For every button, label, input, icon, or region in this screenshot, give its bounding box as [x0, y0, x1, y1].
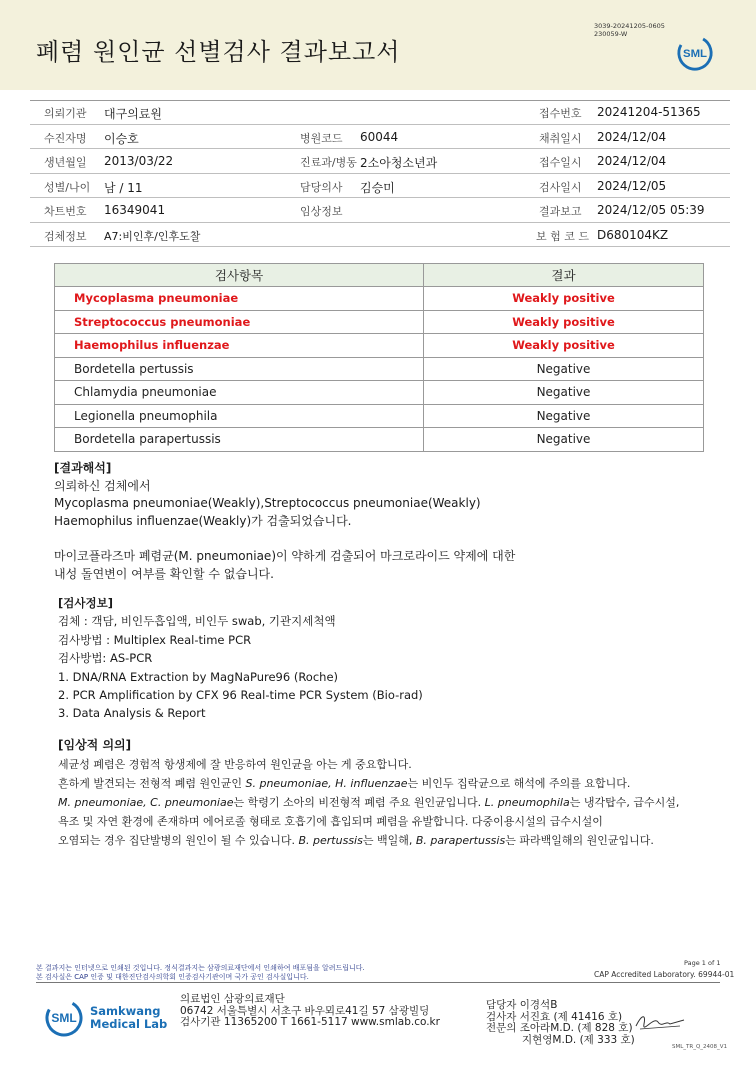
ward-code-label: 병원코드 [300, 131, 343, 145]
info-row [30, 149, 730, 174]
staff-line: 지현영M.D. (제 333 호) [522, 1033, 635, 1046]
clinical-label: 임상정보 [300, 205, 343, 218]
organism-name: L. pneumophila [484, 796, 570, 809]
clinical-text: 흔하게 발견되는 전형적 폐렴 원인균인 [58, 777, 246, 790]
patient-label: 수진자명 [44, 131, 87, 145]
clinical-line [58, 774, 738, 793]
report-date-label: 결과보고 [539, 205, 582, 218]
clinical-text: 는 학령기 소아의 비전형적 폐렴 주요 원인균입니다. [233, 796, 485, 809]
lab-name-line: Samkwang [90, 1004, 161, 1018]
insurance-label: 보 험 코 드 [536, 229, 589, 243]
test-result: Negative [424, 381, 704, 405]
collect-date-label: 채취일시 [539, 131, 582, 145]
organism-name: B. parapertussis [415, 834, 506, 847]
report-date-value: 2024/12/05 05:39 [597, 203, 705, 217]
test-result: Weakly positive [424, 287, 704, 311]
test-info-line: 검사방법 : Multiplex Real-time PCR [58, 632, 252, 647]
address-line: 06742 서울특별시 서초구 바우뫼로41길 57 삼광빌딩 [180, 1004, 430, 1017]
report-title: 폐렴 원인균 선별검사 결과보고서 [36, 38, 401, 66]
sml-logo [676, 34, 714, 72]
interpretation-line: Haemophilus influenzae(Weakly)가 검출되었습니다. [54, 513, 352, 528]
test-item: Haemophilus influenzae [55, 334, 424, 358]
test-result: Negative [424, 404, 704, 428]
lab-name-line: Medical Lab [90, 1017, 168, 1031]
test-date-value: 2024/12/05 [597, 178, 667, 193]
test-info-line: 1. DNA/RNA Extraction by MagNaPure96 (Roche) [58, 669, 339, 684]
staff-line: 담당자 이경석B [486, 999, 558, 1011]
test-result: Negative [424, 428, 704, 452]
sml-logo-bottom [44, 998, 84, 1038]
organism-name: S. pneumoniae, H. influenzae [245, 777, 408, 790]
info-row [30, 198, 730, 223]
receipt-no-label: 접수번호 [539, 107, 582, 120]
test-info-line: 검체 : 객담, 비인두흡입액, 비인두 swab, 기관지세척액 [58, 614, 336, 629]
dob-label: 생년월일 [44, 156, 87, 169]
ward-code-value: 60044 [360, 129, 399, 144]
doc-ref-line: 230059-W [594, 30, 628, 38]
clinical-significance-heading: [임상적 의의] [58, 738, 132, 752]
results-table [54, 263, 704, 452]
test-info-line: 2. PCR Amplification by CFX 96 Real-time PCR System (Bio-rad) [58, 688, 423, 703]
info-row [30, 125, 730, 150]
patient-value: 이승호 [104, 131, 139, 146]
sex-age-label: 성별/나이 [44, 180, 91, 194]
clinical-text: 는 파라백일해의 원인균입니다. [505, 834, 654, 847]
test-item: Chlamydia pneumoniae [55, 381, 424, 405]
chart-no-label: 차트번호 [44, 205, 87, 218]
clinical-line: 욕조 및 자연 환경에 존재하며 에어로졸 형태로 호흡기에 흡입되며 폐렴을 유발합니다. 다중이용시설의 급수시설이 [58, 815, 603, 828]
test-result: Weakly positive [424, 334, 704, 358]
footer-divider [36, 982, 720, 983]
table-row [55, 381, 704, 405]
receipt-no-value: 20241204-51365 [597, 105, 701, 119]
interpretation-section [54, 460, 714, 583]
staff-line: 전문의 조아라M.D. (제 828 호) [486, 1022, 633, 1034]
organism-name: B. pertussis [298, 834, 363, 847]
sml-logo-text: SML [51, 1011, 77, 1025]
test-info-line: 검사방법: AS-PCR [58, 651, 153, 666]
test-info-section [58, 594, 718, 723]
info-row [30, 174, 730, 199]
footer-notice [36, 964, 536, 982]
institution-value: 대구의료원 [104, 107, 162, 121]
test-info-line: 3. Data Analysis & Report [58, 706, 206, 721]
results-header-row [55, 264, 704, 287]
test-item: Legionella pneumophila [55, 404, 424, 428]
table-row [55, 404, 704, 428]
info-row [30, 223, 730, 248]
staff-list [486, 1000, 635, 1046]
table-row [55, 287, 704, 311]
clinical-text: 는 백일해, [362, 834, 416, 847]
sml-logo-text: SML [682, 47, 708, 60]
table-row [55, 310, 704, 334]
test-item: Bordetella parapertussis [55, 428, 424, 452]
insurance-value: D680104KZ [597, 227, 669, 242]
interpretation-line: 마이코플라즈마 폐렴균(M. pneumoniae)이 약하게 검출되어 마크로라이드 약제에 대한 [54, 549, 516, 563]
test-date-label: 검사일시 [539, 180, 582, 194]
test-result: Weakly positive [424, 310, 704, 334]
interpretation-heading: [결과해석] [54, 461, 112, 475]
lab-address [180, 994, 440, 1029]
doctor-value: 김승미 [360, 180, 395, 195]
dept-label: 진료과/병동 [300, 156, 357, 169]
clinical-text: 오염되는 경우 집단발병의 원인이 될 수 있습니다. [58, 834, 299, 847]
cap-accreditation: CAP Accredited Laboratory. 69944-01 [594, 970, 735, 979]
dept-value: 2소아청소년과 [360, 156, 438, 170]
page-number: Page 1 of 1 [684, 959, 721, 967]
clinical-significance-section [58, 736, 738, 850]
interpretation-line: 내성 돌연변이 여부를 확인할 수 없습니다. [54, 566, 274, 581]
form-code: SML_TR_Q_2408_V1 [672, 1044, 728, 1050]
table-row [55, 428, 704, 452]
organism-name: M. pneumoniae, C. pneumoniae [58, 796, 234, 809]
document-reference [594, 22, 665, 38]
sex-age-value: 남 / 11 [104, 180, 143, 195]
receive-date-label: 접수일시 [539, 156, 582, 169]
specimen-label: 검체정보 [44, 229, 87, 243]
interpretation-line: Mycoplasma pneumoniae(Weakly),Streptococcus pneumoniae(Weakly) [54, 496, 481, 510]
clinical-line: 세균성 폐렴은 경험적 항생제에 잘 반응하여 원인균을 아는 게 중요합니다. [58, 758, 412, 771]
info-row [30, 100, 730, 125]
address-line: 의료법인 삼광의료재단 [180, 993, 285, 1005]
footer-note-line: 본 검사실은 CAP 인증 및 대한진단검사의학회 인증검사기관이며 국가 공인 검사실입니다. [36, 973, 309, 981]
specimen-value: A7:비인후/인후도찰 [104, 229, 201, 243]
receive-date-value: 2024/12/04 [597, 154, 667, 168]
doc-ref-line: 3039-20241205-0605 [594, 22, 665, 30]
test-item: Mycoplasma pneumoniae [55, 287, 424, 311]
lab-name [90, 1005, 167, 1031]
test-info-heading: [검사정보] [58, 596, 113, 610]
column-header-result: 결과 [424, 264, 704, 287]
interpretation-line: 의뢰하신 검체에서 [54, 478, 151, 493]
clinical-line [58, 793, 738, 812]
collect-date-value: 2024/12/04 [597, 129, 667, 144]
table-row [55, 357, 704, 381]
test-item: Bordetella pertussis [55, 357, 424, 381]
signature-image [632, 1012, 688, 1032]
address-line: 검사기관 11365200 T 1661-5117 www.smlab.co.kr [180, 1016, 440, 1028]
table-row [55, 334, 704, 358]
staff-line: 검사자 서진효 (제 41416 호) [486, 1010, 623, 1023]
test-item: Streptococcus pneumoniae [55, 310, 424, 334]
footer-note-line: 본 결과지는 인터넷으로 인쇄된 것입니다. 정식결과지는 삼광의료재단에서 인쇄하여 배포됨을 알려드립니다. [36, 964, 365, 972]
clinical-text: 는 냉각탑수, 급수시설, [569, 796, 680, 809]
test-result: Negative [424, 357, 704, 381]
chart-no-value: 16349041 [104, 203, 166, 217]
institution-label: 의뢰기관 [44, 107, 87, 120]
clinical-text: 는 비인두 집락균으로 해석에 주의를 요합니다. [407, 777, 631, 790]
column-header-item: 검사항목 [55, 264, 424, 287]
clinical-line [58, 831, 738, 850]
doctor-label: 담당의사 [300, 180, 343, 194]
dob-value: 2013/03/22 [104, 154, 174, 168]
